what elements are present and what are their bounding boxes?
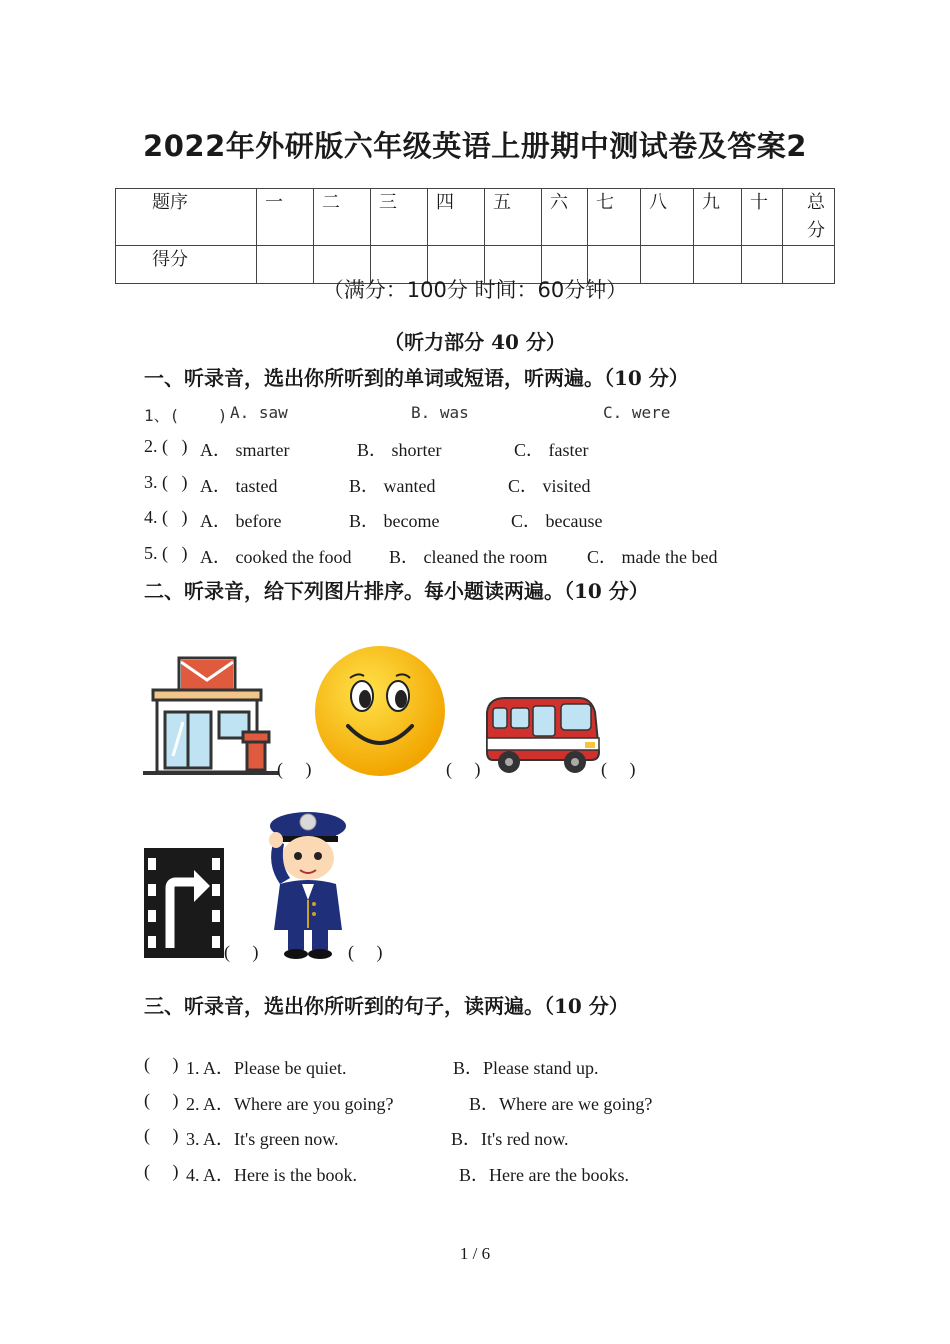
turn-right-sign-image <box>144 848 224 958</box>
answer-blank-1[interactable]: ( ) <box>277 759 312 779</box>
s3-answer-blank[interactable]: ( ) <box>144 1161 179 1181</box>
q5-number: 5. ( ) <box>144 543 188 563</box>
q2-number: 2. ( ) <box>144 436 188 456</box>
s3-q4-option-b: B．Here are the books. <box>459 1165 629 1185</box>
q3-number: 3. ( ) <box>144 472 188 492</box>
q1-option-a: A. saw <box>230 403 288 422</box>
score-table <box>115 188 835 284</box>
page-title: 2022年外研版六年级英语上册期中测试卷及答案2 <box>143 129 807 163</box>
answer-blank-5[interactable]: ( ) <box>348 942 383 962</box>
answer-blank-2[interactable]: ( ) <box>446 759 481 779</box>
header-cell: 九 <box>694 189 742 246</box>
s3-q4-option-a: 4. A．Here is the book. <box>186 1165 357 1185</box>
answer-blank-4[interactable]: ( ) <box>224 942 259 962</box>
smiley-face-image <box>312 644 448 778</box>
section1-title: 一、听录音，选出你所听到的单词或短语，听两遍。（10 分） <box>144 366 689 390</box>
exam-info: （满分：100分 时间：60分钟） <box>322 278 628 302</box>
q4-option-a: A． before <box>200 511 282 531</box>
post-office-image <box>143 656 279 776</box>
header-cell: 二 <box>314 189 371 246</box>
q5-option-a: A． cooked the food <box>200 547 352 567</box>
listening-part-heading: （听力部分 40 分） <box>384 330 566 354</box>
s3-q1-option-a: 1. A．Please be quiet. <box>186 1058 347 1078</box>
header-cell: 五 <box>485 189 542 246</box>
section3-title: 三、听录音，选出你所听到的句子，读两遍。（10 分） <box>144 994 629 1018</box>
s3-answer-blank[interactable]: ( ) <box>144 1054 179 1074</box>
q5-option-b: B． cleaned the room <box>389 547 548 567</box>
police-officer-image <box>258 804 352 960</box>
q2-option-c: C． faster <box>514 440 589 460</box>
header-cell: 四 <box>428 189 485 246</box>
q3-option-c: C． visited <box>508 476 591 496</box>
q1-number: 1、( ) <box>144 406 228 425</box>
page-number: 1 / 6 <box>459 1244 491 1263</box>
q4-option-b: B． become <box>349 511 440 531</box>
row-label-cell: 得分 <box>116 246 257 284</box>
answer-blank-3[interactable]: ( ) <box>601 759 636 779</box>
header-cell: 三 <box>371 189 428 246</box>
q5-option-c: C． made the bed <box>587 547 718 567</box>
q2-option-a: A． smarter <box>200 440 290 460</box>
header-cell: 题序 <box>116 189 257 246</box>
q2-option-b: B． shorter <box>357 440 442 460</box>
s3-answer-blank[interactable]: ( ) <box>144 1090 179 1110</box>
header-cell: 一 <box>257 189 314 246</box>
header-cell: 十 <box>742 189 783 246</box>
header-cell: 六 <box>542 189 588 246</box>
score-table-header-row <box>116 189 835 246</box>
s3-q1-option-b: B．Please stand up. <box>453 1058 599 1078</box>
q1-option-c: C. were <box>603 403 671 422</box>
s3-answer-blank[interactable]: ( ) <box>144 1125 179 1145</box>
section2-title: 二、听录音，给下列图片排序。每小题读两遍。（10 分） <box>144 579 649 603</box>
q3-option-b: B． wanted <box>349 476 436 496</box>
s3-q3-option-a: 3. A．It's green now. <box>186 1129 339 1149</box>
q1-option-b: B. was <box>411 403 469 422</box>
q3-option-a: A． tasted <box>200 476 278 496</box>
s3-q2-option-a: 2. A．Where are you going? <box>186 1094 394 1114</box>
q4-number: 4. ( ) <box>144 507 188 527</box>
s3-q3-option-b: B．It's red now. <box>451 1129 569 1149</box>
bus-image <box>481 694 601 776</box>
q4-option-c: C． because <box>511 511 603 531</box>
header-cell: 总分 <box>783 189 835 246</box>
s3-q2-option-b: B．Where are we going? <box>469 1094 653 1114</box>
header-cell: 八 <box>641 189 694 246</box>
header-cell: 七 <box>588 189 641 246</box>
